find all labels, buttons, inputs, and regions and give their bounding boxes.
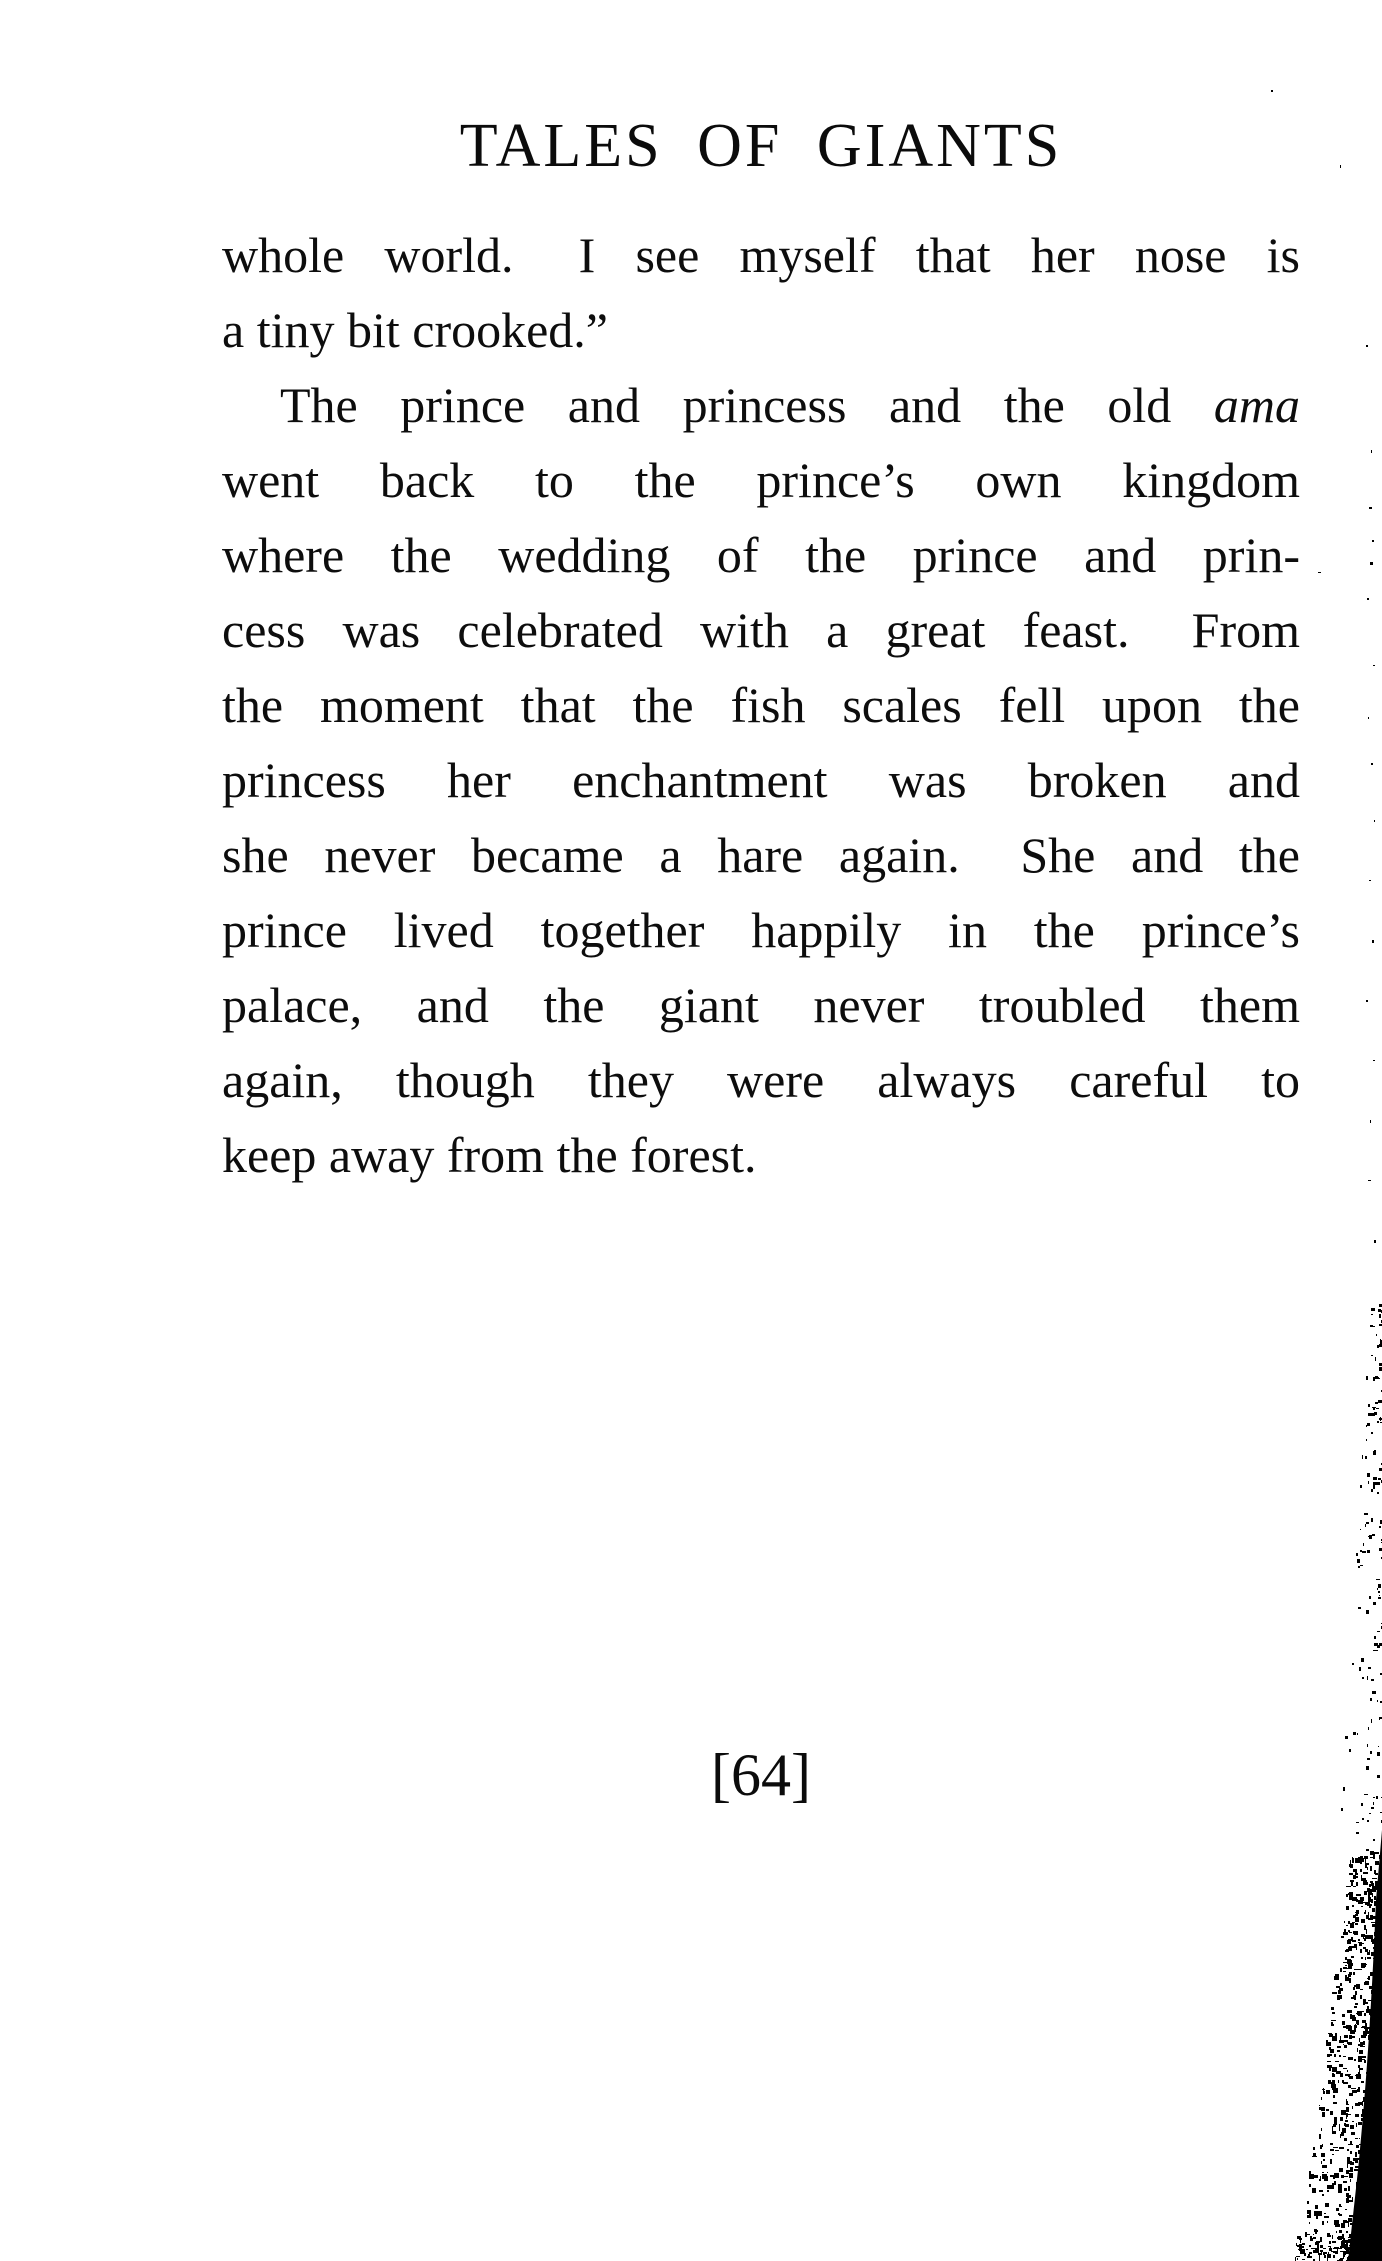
text-line: where the wedding of the prince and prin- <box>222 527 1300 583</box>
text-line: whole world. I see myself that her nose is <box>222 227 1300 283</box>
text-line: went back to the prince’s own kingdom <box>222 452 1300 508</box>
text-line: the moment that the fish scales fell upon the <box>222 677 1300 733</box>
text-line: a tiny bit crooked.” <box>222 302 608 358</box>
page-header-title: TALES OF GIANTS <box>459 112 1063 180</box>
text-segment: The prince and princess and the old <box>280 377 1214 433</box>
text-line: princess her enchantment was broken and <box>222 752 1300 808</box>
text-line: palace, and the giant never troubled them <box>222 977 1300 1033</box>
text-line: keep away from the forest. <box>222 1127 757 1183</box>
text-line: prince lived together happily in the prince’s <box>222 902 1300 958</box>
page-number: [64] <box>711 1742 811 1808</box>
text-segment-italic: ama <box>1213 377 1300 433</box>
text-line <box>222 368 1300 443</box>
text-line: she never became a hare again. She and the <box>222 827 1300 883</box>
text-line: again, though they were always careful to <box>222 1052 1300 1108</box>
text-line: cess was celebrated with a great feast. From <box>222 602 1300 658</box>
story-text <box>222 218 1300 1193</box>
